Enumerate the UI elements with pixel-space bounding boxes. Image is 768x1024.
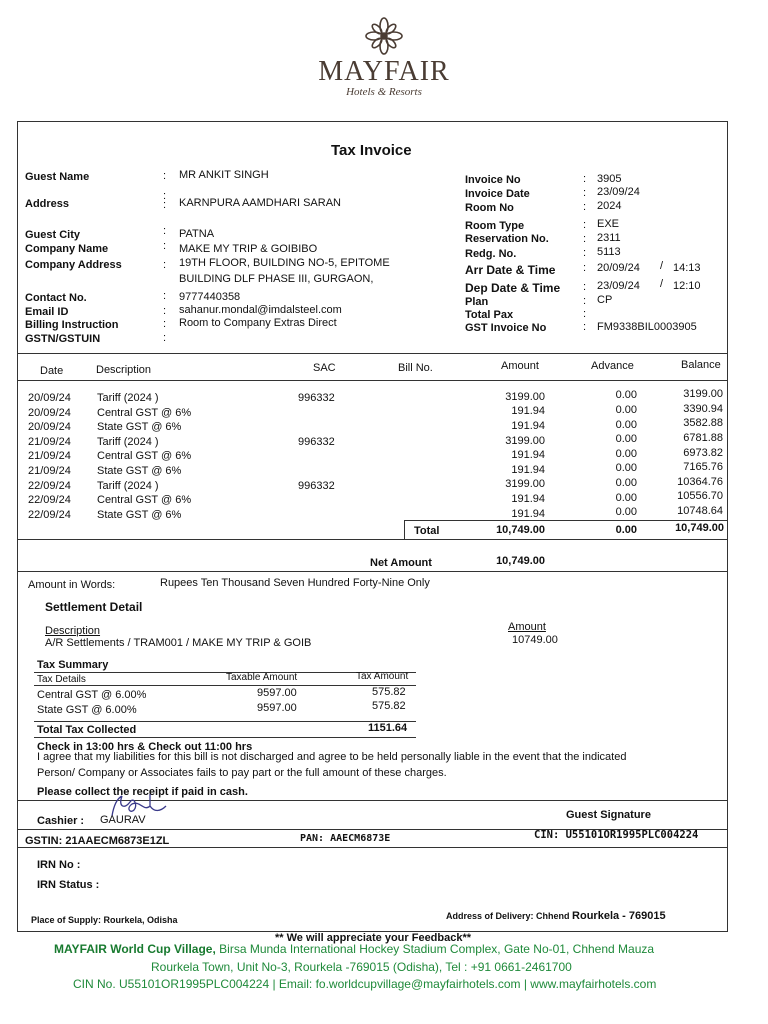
tax-row-central-label: Central GST @ 6.00% <box>37 689 147 701</box>
contact-label: Contact No. <box>25 292 87 304</box>
cell-amount: 191.94 <box>511 449 545 462</box>
cell-advance: 0.00 <box>615 462 637 475</box>
tax-row-state-tax: 575.82 <box>372 700 406 712</box>
cell-advance: 0.00 <box>615 506 637 519</box>
room-no-label: Room No <box>465 202 514 214</box>
address-part: Birsa Munda International Hockey Stadium Complex, Gate No-01, Chhend Mauza <box>215 942 655 956</box>
gst-invoice-label: GST Invoice No <box>465 322 547 334</box>
colon: : <box>163 290 167 302</box>
colon: : <box>583 219 587 231</box>
divider <box>17 539 728 540</box>
col-bill-no: Bill No. <box>398 362 433 374</box>
cell-description: Central GST @ 6% <box>97 406 192 419</box>
cell-advance: 0.00 <box>615 447 637 460</box>
col-sac: SAC <box>313 362 336 374</box>
room-no-value: 2024 <box>597 200 622 212</box>
net-amount-label: Net Amount <box>370 557 432 569</box>
settlement-title: Settlement Detail <box>45 600 143 614</box>
total-tax-value: 1151.64 <box>368 722 408 734</box>
irn-status-label: IRN Status : <box>37 879 100 891</box>
place-of-supply: Place of Supply: Rourkela, Odisha <box>31 915 178 925</box>
contact-value: 9777440358 <box>179 291 241 303</box>
cell-amount: 3199.00 <box>505 390 545 403</box>
tax-row-central-taxable: 9597.00 <box>257 687 297 699</box>
billing-value: Room to Company Extras Direct <box>179 317 337 329</box>
guest-name-label: Guest Name <box>25 171 90 183</box>
divider <box>34 721 416 722</box>
cell-balance: 10748.64 <box>677 504 723 517</box>
amount-in-words-value: Rupees Ten Thousand Seven Hundred Forty-Nine Only <box>160 577 430 589</box>
flower-emblem-icon <box>364 16 404 56</box>
footer-address-line-2: Rourkela Town, Unit No-3, Rourkela -769015 (Odisha), Tel : +91 0661-2461700 <box>151 960 572 974</box>
cell-description: Central GST @ 6% <box>97 494 192 507</box>
company-name-value: MAKE MY TRIP & GOIBIBO <box>179 243 318 255</box>
email-label: Email ID <box>25 306 69 318</box>
divider <box>404 520 728 521</box>
cell-amount: 191.94 <box>511 463 545 476</box>
settlement-description: A/R Settlements / TRAM001 / MAKE MY TRIP & GOIB <box>45 637 312 649</box>
brand-name: MAYFAIR <box>318 56 450 87</box>
colon: : <box>163 225 167 237</box>
footer-address-line-1 <box>54 942 654 956</box>
cell-balance: 3582.88 <box>683 417 723 430</box>
delivery-city: Rourkela - 769015 <box>572 910 666 922</box>
cashier-name: GAURAV <box>100 814 146 826</box>
cell-amount: 3199.00 <box>505 434 545 447</box>
guest-city-label: Guest City <box>25 229 81 241</box>
departure-date: 23/09/24 <box>597 280 640 292</box>
cell-amount: 191.94 <box>511 405 545 418</box>
divider <box>17 353 728 354</box>
arrival-time: 14:13 <box>673 262 701 274</box>
colon: : <box>583 321 587 333</box>
cell-description: State GST @ 6% <box>97 421 182 434</box>
guest-signature-label: Guest Signature <box>566 809 651 821</box>
colon: : <box>163 332 167 344</box>
page-title: Tax Invoice <box>331 142 412 159</box>
company-address-label: Company Address <box>25 259 122 271</box>
net-amount-value: 10,749.00 <box>496 555 545 567</box>
divider <box>34 685 416 686</box>
logo <box>300 12 468 102</box>
delivery-label: Address of Delivery: Chhend <box>446 911 570 921</box>
invoice-no-value: 3905 <box>597 173 622 185</box>
colon: : <box>583 308 587 320</box>
colon: : <box>163 170 167 182</box>
cell-date: 20/09/24 <box>28 421 71 434</box>
address-of-delivery <box>446 910 666 922</box>
cell-date: 21/09/24 <box>28 435 71 448</box>
cell-sac: 996332 <box>298 392 335 404</box>
cell-description: Tariff (2024 ) <box>97 435 159 448</box>
pan: PAN: AAECM6873E <box>300 833 391 844</box>
plan-value: CP <box>597 294 613 306</box>
cell-balance: 10556.70 <box>677 490 723 503</box>
arrival-label: Arr Date & Time <box>465 263 556 277</box>
colon: : <box>583 295 587 307</box>
redg-value: 5113 <box>597 246 621 258</box>
cell-amount: 3199.00 <box>505 478 545 491</box>
total-tax-label: Total Tax Collected <box>37 724 137 736</box>
settlement-desc-header: Description <box>45 625 101 637</box>
col-advance: Advance <box>591 360 634 372</box>
colon: : <box>583 233 587 245</box>
brand-tagline: Hotels & Resorts <box>346 86 422 98</box>
tax-col-details: Tax Details <box>37 674 86 685</box>
cell-sac: 996332 <box>298 435 335 448</box>
colon: : <box>583 262 587 274</box>
invoice-date-label: Invoice Date <box>465 188 530 200</box>
cell-date: 20/09/24 <box>28 406 71 419</box>
reservation-value: 2311 <box>597 232 621 244</box>
cell-advance: 0.00 <box>615 477 637 489</box>
tax-row-state-taxable: 9597.00 <box>257 702 297 714</box>
irn-no-label: IRN No : <box>37 859 81 871</box>
cell-date: 21/09/24 <box>28 465 71 477</box>
cashier-label: Cashier : <box>37 815 85 827</box>
colon: : <box>583 173 587 185</box>
colon: : <box>583 281 587 293</box>
email-value: sahanur.mondal@imdalsteel.com <box>179 304 342 316</box>
cell-balance: 3199.00 <box>683 388 723 401</box>
colon: : <box>163 305 167 317</box>
cell-date: 22/09/24 <box>28 479 71 492</box>
total-advance: 0.00 <box>615 524 637 536</box>
col-amount: Amount <box>501 360 539 372</box>
total-label: Total <box>414 525 440 537</box>
col-balance: Balance <box>681 359 721 371</box>
cell-sac: 996332 <box>298 479 335 492</box>
colon: : : <box>163 190 167 211</box>
colon: : <box>163 259 167 271</box>
invoice-date-value: 23/09/24 <box>597 186 640 198</box>
departure-label: Dep Date & Time <box>465 281 561 295</box>
cin: CIN: U55101OR1995PLC004224 <box>534 829 699 841</box>
footer-contact-line: CIN No. U55101OR1995PLC004224 | Email: fo.worldcupvillage@mayfairhotels.com | www.mayfairhotels.com <box>73 977 657 991</box>
colon: : <box>583 247 587 259</box>
total-balance: 10,749.00 <box>675 522 724 534</box>
guest-city-value: PATNA <box>179 228 215 240</box>
plan-label: Plan <box>465 296 489 308</box>
col-date: Date <box>40 365 64 377</box>
company-address-line2: BUILDING DLF PHASE III, GURGAON, <box>179 273 374 285</box>
cell-description: State GST @ 6% <box>97 508 182 521</box>
divider <box>17 380 728 381</box>
cell-date: 22/09/24 <box>28 494 71 507</box>
liability-line-2: Person/ Company or Associates fails to pay part or the full amount of these charges. <box>37 767 447 779</box>
room-type-value: EXE <box>597 218 620 230</box>
cash-receipt-note: Please collect the receipt if paid in cash. <box>37 786 248 798</box>
divider <box>17 847 728 848</box>
cell-advance: 0.00 <box>615 433 637 446</box>
cell-balance: 6781.88 <box>683 431 723 444</box>
cell-advance: 0.00 <box>615 404 637 416</box>
settlement-amount-header: Amount <box>508 621 546 633</box>
cell-advance: 0.00 <box>615 418 637 431</box>
tax-row-central-tax: 575.82 <box>372 686 406 698</box>
cell-description: Central GST @ 6% <box>97 450 192 463</box>
address-label: Address <box>25 198 70 210</box>
address-value: KARNPURA AAMDHARI SARAN <box>179 197 341 209</box>
checkin-checkout: Check in 13:00 hrs & Check out 11:00 hrs <box>37 741 253 753</box>
col-description: Description <box>96 364 152 376</box>
colon: : <box>583 187 587 199</box>
tax-col-taxable: Taxable Amount <box>226 672 298 683</box>
slash: / <box>660 260 664 272</box>
divider <box>404 520 405 540</box>
cell-date: 20/09/24 <box>28 392 71 404</box>
cell-amount: 191.94 <box>511 492 545 505</box>
guest-name-value: MR ANKIT SINGH <box>179 169 269 181</box>
gstin: GSTIN: 21AAECM6873E1ZL <box>25 835 170 847</box>
cell-description: Tariff (2024 ) <box>97 479 159 492</box>
cell-advance: 0.00 <box>615 491 637 504</box>
feedback-note: ** We will appreciate your Feedback** <box>275 932 472 944</box>
hotel-name: MAYFAIR World Cup Village, <box>54 942 216 956</box>
cell-advance: 0.00 <box>615 389 637 402</box>
gst-invoice-value: FM9338BIL0003905 <box>597 321 697 333</box>
tax-summary-title: Tax Summary <box>37 659 109 671</box>
cell-date: 22/09/24 <box>28 508 71 521</box>
total-amount: 10,749.00 <box>496 524 545 536</box>
cell-balance: 3390.94 <box>683 402 723 415</box>
redg-label: Redg. No. <box>465 248 517 260</box>
room-type-label: Room Type <box>465 220 525 232</box>
company-address-value: 19TH FLOOR, BUILDING NO-5, EPITOME <box>179 257 390 269</box>
cell-description: State GST @ 6% <box>97 465 182 477</box>
cell-balance: 10364.76 <box>677 475 723 488</box>
cell-amount: 191.94 <box>511 507 545 520</box>
colon: : <box>163 240 167 252</box>
billing-label: Billing Instruction <box>25 319 119 331</box>
reservation-label: Reservation No. <box>465 233 549 245</box>
settlement-amount: 10749.00 <box>512 634 558 646</box>
amount-in-words-label: Amount in Words: <box>28 579 116 591</box>
gstn-label: GSTN/GSTUIN <box>25 333 101 345</box>
colon: : <box>163 318 167 330</box>
cell-description: Tariff (2024 ) <box>97 392 159 404</box>
departure-time: 12:10 <box>673 280 701 292</box>
cell-balance: 6973.82 <box>683 446 723 459</box>
tax-col-tax: Tax Amount <box>356 671 409 682</box>
divider <box>34 737 416 738</box>
total-pax-label: Total Pax <box>465 309 514 321</box>
divider <box>17 571 728 572</box>
cell-amount: 191.94 <box>511 419 545 432</box>
cell-balance: 7165.76 <box>683 461 723 474</box>
slash: / <box>660 278 664 290</box>
colon: : <box>583 201 587 213</box>
liability-line-1: I agree that my liabilities for this bill is not discharged and agree to be held personally liable in the event that the indicated <box>37 751 627 763</box>
invoice-no-label: Invoice No <box>465 174 521 186</box>
company-name-label: Company Name <box>25 243 109 255</box>
cell-date: 21/09/24 <box>28 450 71 463</box>
arrival-date: 20/09/24 <box>597 262 640 274</box>
tax-row-state-label: State GST @ 6.00% <box>37 704 137 716</box>
